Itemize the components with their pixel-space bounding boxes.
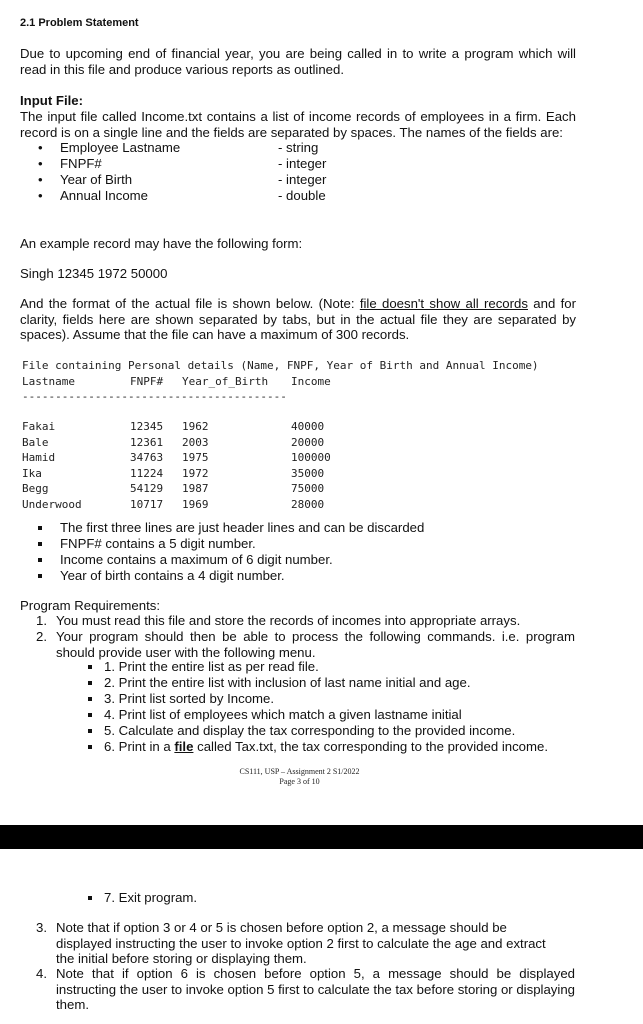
table-row: Bale 12361 2003 20000 xyxy=(22,435,325,449)
table-row: Begg 54129 1987 75000 xyxy=(22,482,325,495)
header-year: Year_of_Birth xyxy=(182,374,269,388)
square-bullet-icon xyxy=(88,713,92,717)
intro-paragraph: Due to upcoming end of financial year, you are being called in to write a program which will read in this file and produce various reports as outlined. xyxy=(20,46,576,77)
bullet-icon: • xyxy=(38,156,43,171)
square-bullet-icon xyxy=(88,729,92,733)
table-row: Hamid 34763 1975 100000 xyxy=(22,451,331,464)
menu-list xyxy=(88,659,578,755)
square-bullet-icon xyxy=(88,681,92,685)
field-item xyxy=(38,140,438,156)
list-item: Year of birth contains a 4 digit number. xyxy=(38,568,578,584)
bullet-icon: • xyxy=(38,140,43,155)
menu-list-continued xyxy=(88,890,578,906)
field-name: Year of Birth xyxy=(60,172,133,187)
program-requirements-heading: Program Requirements: xyxy=(20,598,160,613)
menu-item: 5. Calculate and display the tax corresponding to the provided income. xyxy=(88,723,578,739)
menu-item: 4. Print list of employees which match a given lastname initial xyxy=(88,707,578,723)
menu-item: 3. Print list sorted by Income. xyxy=(88,691,578,707)
field-name: Employee Lastname xyxy=(60,140,181,155)
field-name: Annual Income xyxy=(60,188,148,203)
square-bullet-icon xyxy=(38,574,42,578)
list-item: The first three lines are just header lines and can be discarded xyxy=(38,520,578,536)
file-caption: File containing Personal details (Name, FNPF, Year of Birth and Annual Income) xyxy=(22,359,539,372)
format-note-after: and for clarity, fields here are shown separated by tabs, but in the actual file they are separated by spaces). Assume that the file can have a maximum of 300 records. xyxy=(20,296,576,342)
format-note-before: And the format of the actual file is shown below. (Note: xyxy=(20,296,360,311)
section-title: 2.1 Problem Statement xyxy=(20,17,139,29)
square-bullet-icon xyxy=(38,526,42,530)
format-note-underlined: file doesn't show all records xyxy=(359,296,528,311)
list-item: FNPF# contains a 5 digit number. xyxy=(38,536,578,552)
field-item xyxy=(38,156,438,172)
square-bullet-icon xyxy=(88,697,92,701)
file-separator: ---------------------------------------- xyxy=(22,390,287,403)
format-note xyxy=(20,296,576,343)
field-type: - integer xyxy=(278,172,327,187)
field-type: - double xyxy=(278,188,326,203)
input-file-description: The input file called Income.txt contains a list of income records of employees in a firm. Each record is on a single line and the fields are separated by spaces. The names of the fields are: xyxy=(20,109,576,140)
square-bullet-icon xyxy=(88,896,92,900)
table-row: Ika 11224 1972 35000 xyxy=(22,466,325,480)
field-list xyxy=(38,140,438,204)
square-bullet-icon xyxy=(88,665,92,669)
page-break-band xyxy=(0,825,643,849)
file-listing xyxy=(22,358,582,512)
field-item xyxy=(38,172,438,188)
bullet-icon: • xyxy=(38,172,43,187)
field-name: FNPF# xyxy=(60,156,102,171)
table-row: Fakai 12345 1962 40000 xyxy=(22,420,325,433)
page-footer xyxy=(0,767,621,787)
file-header-row xyxy=(22,374,582,390)
table-row: Underwood 10717 1969 28000 xyxy=(22,497,325,511)
header-lastname: Lastname xyxy=(22,374,75,388)
example-record: Singh 12345 1972 50000 xyxy=(20,266,168,281)
bullet-icon: • xyxy=(38,188,43,203)
header-income: Income xyxy=(291,374,331,388)
footer-page-number: Page 3 of 10 xyxy=(279,777,320,786)
menu-item: 1. Print the entire list as per read file. xyxy=(88,659,578,675)
square-bullet-icon xyxy=(38,542,42,546)
example-intro: An example record may have the following form: xyxy=(20,236,303,251)
menu-item: 2. Print the entire list with inclusion of last name initial and age. xyxy=(88,675,578,691)
field-item xyxy=(38,188,438,204)
field-type: - integer xyxy=(278,156,327,171)
footer-course: CS111, USP – Assignment 2 S1/2022 xyxy=(239,767,360,776)
header-fnpf: FNPF# xyxy=(130,374,164,388)
menu-item: 6. Print in a file called Tax.txt, the tax corresponding to the provided income. xyxy=(88,739,578,755)
notes-list xyxy=(38,520,578,584)
file-blank-line xyxy=(22,403,582,419)
input-file-heading: Input File: xyxy=(20,93,83,108)
list-item: Income contains a maximum of 6 digit number. xyxy=(38,552,578,568)
square-bullet-icon xyxy=(38,558,42,562)
square-bullet-icon xyxy=(88,745,92,749)
field-type: - string xyxy=(278,140,319,155)
menu-item: 7. Exit program. xyxy=(88,890,578,906)
